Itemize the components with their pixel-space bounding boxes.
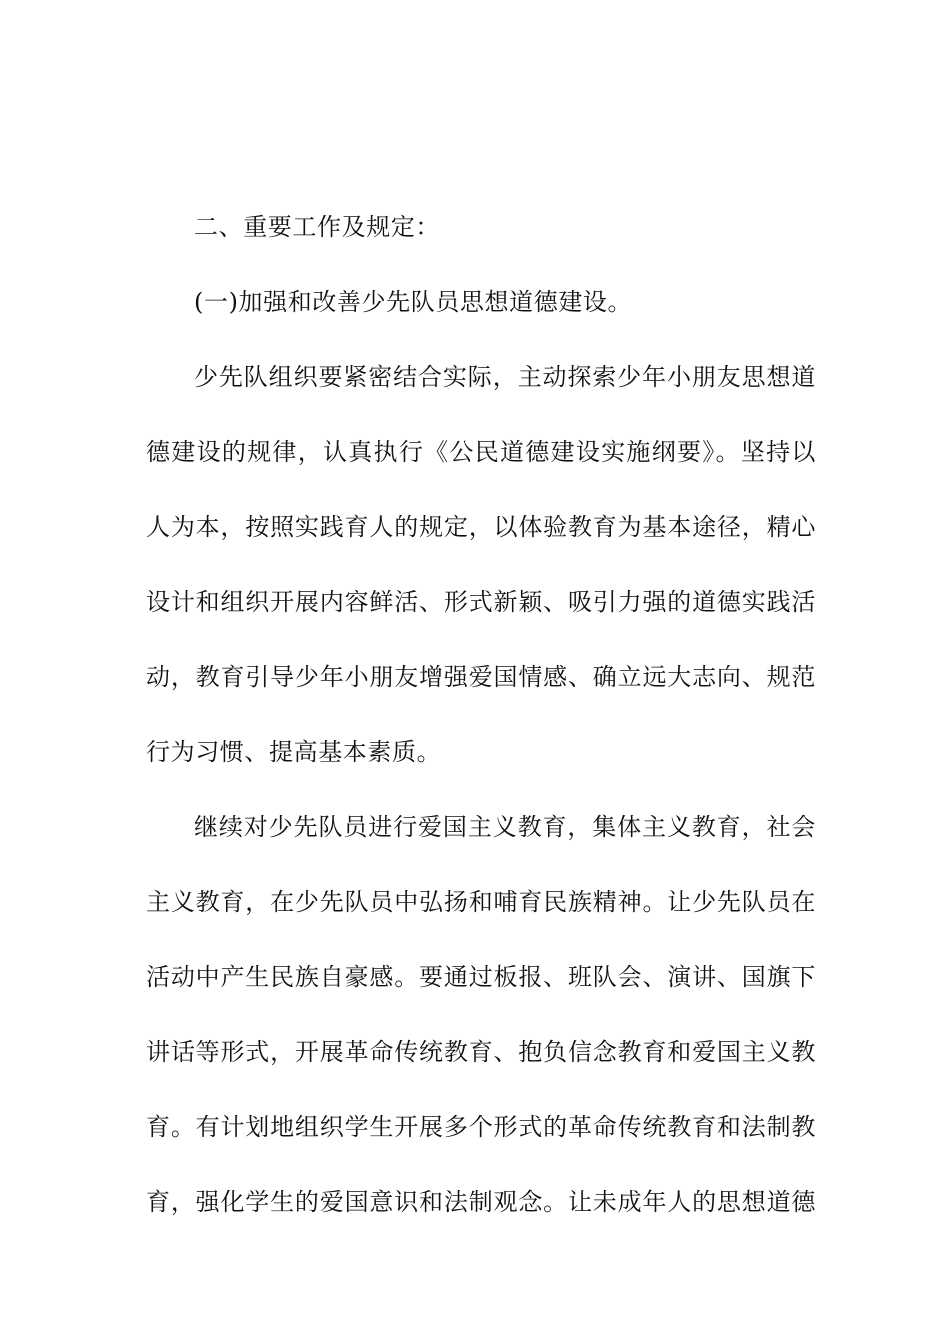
paragraph-line: 继续对少先队员进行爱国主义教育，集体主义教育，社会 xyxy=(194,813,816,841)
subsection-heading: (一)加强和改善少先队员思想道德建设。 xyxy=(194,288,633,316)
paragraph-line: 主义教育，在少先队员中弘扬和哺育民族精神。让少先队员在 xyxy=(146,888,816,916)
paragraph-line: 德建设的规律，认真执行《公民道德建设实施纲要》。坚持以 xyxy=(146,438,816,466)
paragraph-line: 动，教育引导少年小朋友增强爱国情感、确立远大志向、规范 xyxy=(146,663,816,691)
paragraph-line: 人为本，按照实践育人的规定，以体验教育为基本途径，精心 xyxy=(146,513,816,541)
paragraph-line: 设计和组织开展内容鲜活、形式新颖、吸引力强的道德实践活 xyxy=(146,588,816,616)
paragraph-line: 讲话等形式，开展革命传统教育、抱负信念教育和爱国主义教 xyxy=(146,1038,816,1066)
section-heading: 二、重要工作及规定： xyxy=(194,213,440,241)
paragraph-line: 育，强化学生的爱国意识和法制观念。让未成年人的思想道德 xyxy=(146,1188,816,1216)
paragraph-line: 育。有计划地组织学生开展多个形式的革命传统教育和法制教 xyxy=(146,1113,816,1141)
paragraph-line: 少先队组织要紧密结合实际，主动探索少年小朋友思想道 xyxy=(194,363,816,391)
paragraph-line: 行为习惯、提高基本素质。 xyxy=(146,738,442,766)
paragraph-line: 活动中产生民族自豪感。要通过板报、班队会、演讲、国旗下 xyxy=(146,963,816,991)
